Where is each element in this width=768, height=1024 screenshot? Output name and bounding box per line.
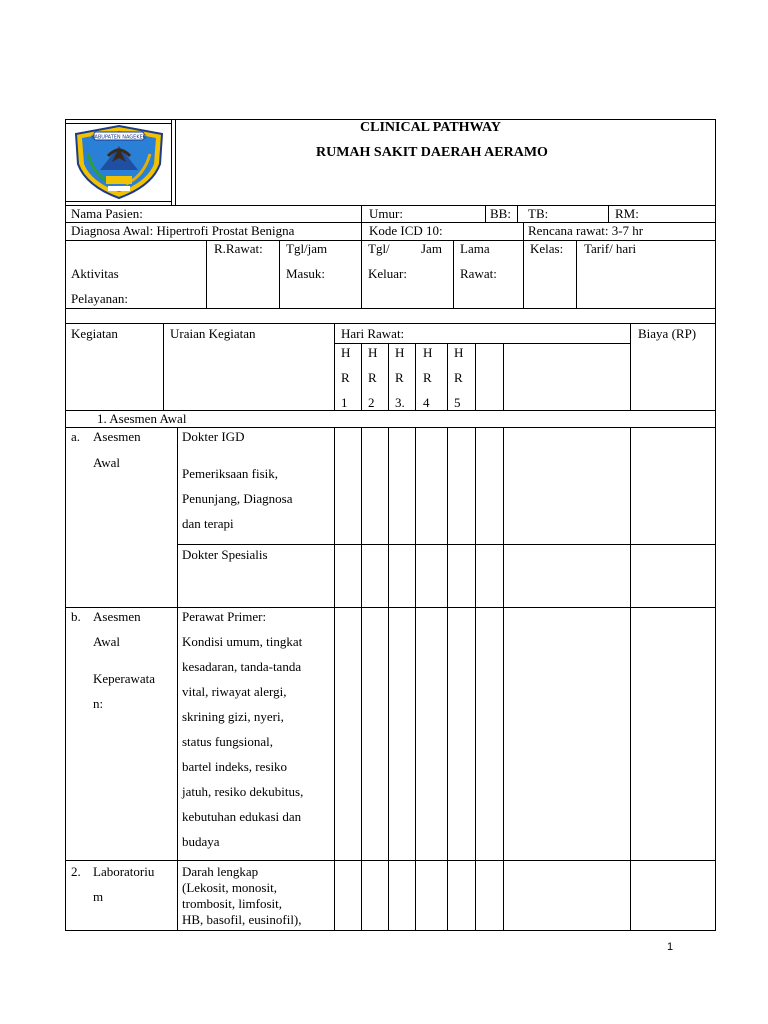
nama-pasien-label: Nama Pasien: <box>71 206 143 221</box>
b-desc-line: vital, riwayat alergi, <box>182 684 287 699</box>
lab-number: 2. <box>71 864 81 879</box>
day-5-n: 5 <box>454 395 461 410</box>
kelas-label: Kelas: <box>530 241 564 256</box>
tb-label: TB: <box>528 206 549 221</box>
b-desc-line: kesadaran, tanda-tanda <box>182 659 302 674</box>
section-b-label-4: n: <box>93 696 104 711</box>
day-4-n: 4 <box>423 395 430 410</box>
day-2-r: R <box>368 370 377 385</box>
rawat-label: Rawat: <box>460 266 497 281</box>
a-desc-line: dan terapi <box>182 516 234 531</box>
page-number: 1 <box>667 941 674 953</box>
section-a-letter: a. <box>71 429 81 444</box>
day-2-h: H <box>368 345 378 360</box>
bb-label: BB: <box>490 206 511 221</box>
r-rawat-label: R.Rawat: <box>214 241 263 256</box>
day-1-h: H <box>341 345 351 360</box>
diagnosa-awal: Diagnosa Awal: Hipertrofi Prostat Benigna <box>71 223 295 238</box>
a-desc-line: Penunjang, Diagnosa <box>182 491 293 506</box>
uraian-kegiatan-header: Uraian Kegiatan <box>170 326 256 341</box>
tgl-label: Tgl/ <box>368 241 390 256</box>
b-desc-line: status fungsional, <box>182 734 273 749</box>
day-1-r: R <box>341 370 350 385</box>
lab-desc-line: (Lekosit, monosit, <box>182 880 277 895</box>
hari-rawat-header: Hari Rawat: <box>341 326 405 341</box>
day-1-n: 1 <box>341 395 348 410</box>
tarif-hari-label: Tarif/ hari <box>584 241 637 256</box>
section-b-label-3: Keperawata <box>93 671 156 686</box>
lab-desc-line: HB, basofil, eusinofil), <box>182 912 302 927</box>
b-desc-line: Perawat Primer: <box>182 609 267 624</box>
logo-text: KABUPATEN NAGEKEO <box>91 134 147 141</box>
pelayanan-label: Pelayanan: <box>71 291 129 306</box>
b-desc-line: kebutuhan edukasi dan <box>182 809 302 824</box>
section-a-label-1: Asesmen <box>93 429 141 444</box>
biaya-header: Biaya (RP) <box>638 326 697 341</box>
jam-label: Jam <box>421 241 442 256</box>
form-title: CLINICAL PATHWAY <box>360 120 501 135</box>
kegiatan-header: Kegiatan <box>71 326 118 341</box>
b-desc-line: Kondisi umum, tingkat <box>182 634 303 649</box>
kode-icd-label: Kode ICD 10: <box>369 223 443 238</box>
lab-label-2: m <box>93 889 104 904</box>
section-b-letter: b. <box>71 609 81 624</box>
day-3-h: H <box>395 345 405 360</box>
rencana-rawat: Rencana rawat: 3-7 hr <box>528 223 644 238</box>
day-5-r: R <box>454 370 463 385</box>
dokter-igd: Dokter IGD <box>182 429 245 444</box>
day-2-n: 2 <box>368 395 375 410</box>
day-4-r: R <box>423 370 432 385</box>
day-4-h: H <box>423 345 433 360</box>
aktivitas-label: Aktivitas <box>71 266 119 281</box>
rm-label: RM: <box>615 206 639 221</box>
day-3-r: R <box>395 370 404 385</box>
lab-label-1: Laboratoriu <box>93 864 155 879</box>
day-3-n: 3. <box>395 395 405 410</box>
dokter-spesialis: Dokter Spesialis <box>182 547 268 562</box>
section-asesmen-awal: 1. Asesmen Awal <box>97 411 187 426</box>
tgl-jam-label: Tgl/jam <box>286 241 328 256</box>
lab-desc-line: trombosit, limfosit, <box>182 896 283 911</box>
b-desc-line: bartel indeks, resiko <box>182 759 288 774</box>
section-b-label-1: Asesmen <box>93 609 141 624</box>
b-desc-line: budaya <box>182 834 220 849</box>
keluar-label: Keluar: <box>368 266 407 281</box>
hospital-name: RUMAH SAKIT DAERAH AERAMO <box>316 145 548 160</box>
day-5-h: H <box>454 345 464 360</box>
umur-label: Umur: <box>369 206 403 221</box>
lama-label: Lama <box>460 241 490 256</box>
a-desc-line: Pemeriksaan fisik, <box>182 466 279 481</box>
lab-desc-line: Darah lengkap <box>182 864 259 879</box>
regency-logo <box>72 124 166 200</box>
section-b-label-2: Awal <box>93 634 120 649</box>
masuk-label: Masuk: <box>286 266 325 281</box>
b-desc-line: jatuh, resiko dekubitus, <box>182 784 304 799</box>
section-a-label-2: Awal <box>93 455 120 470</box>
b-desc-line: skrining gizi, nyeri, <box>182 709 284 724</box>
